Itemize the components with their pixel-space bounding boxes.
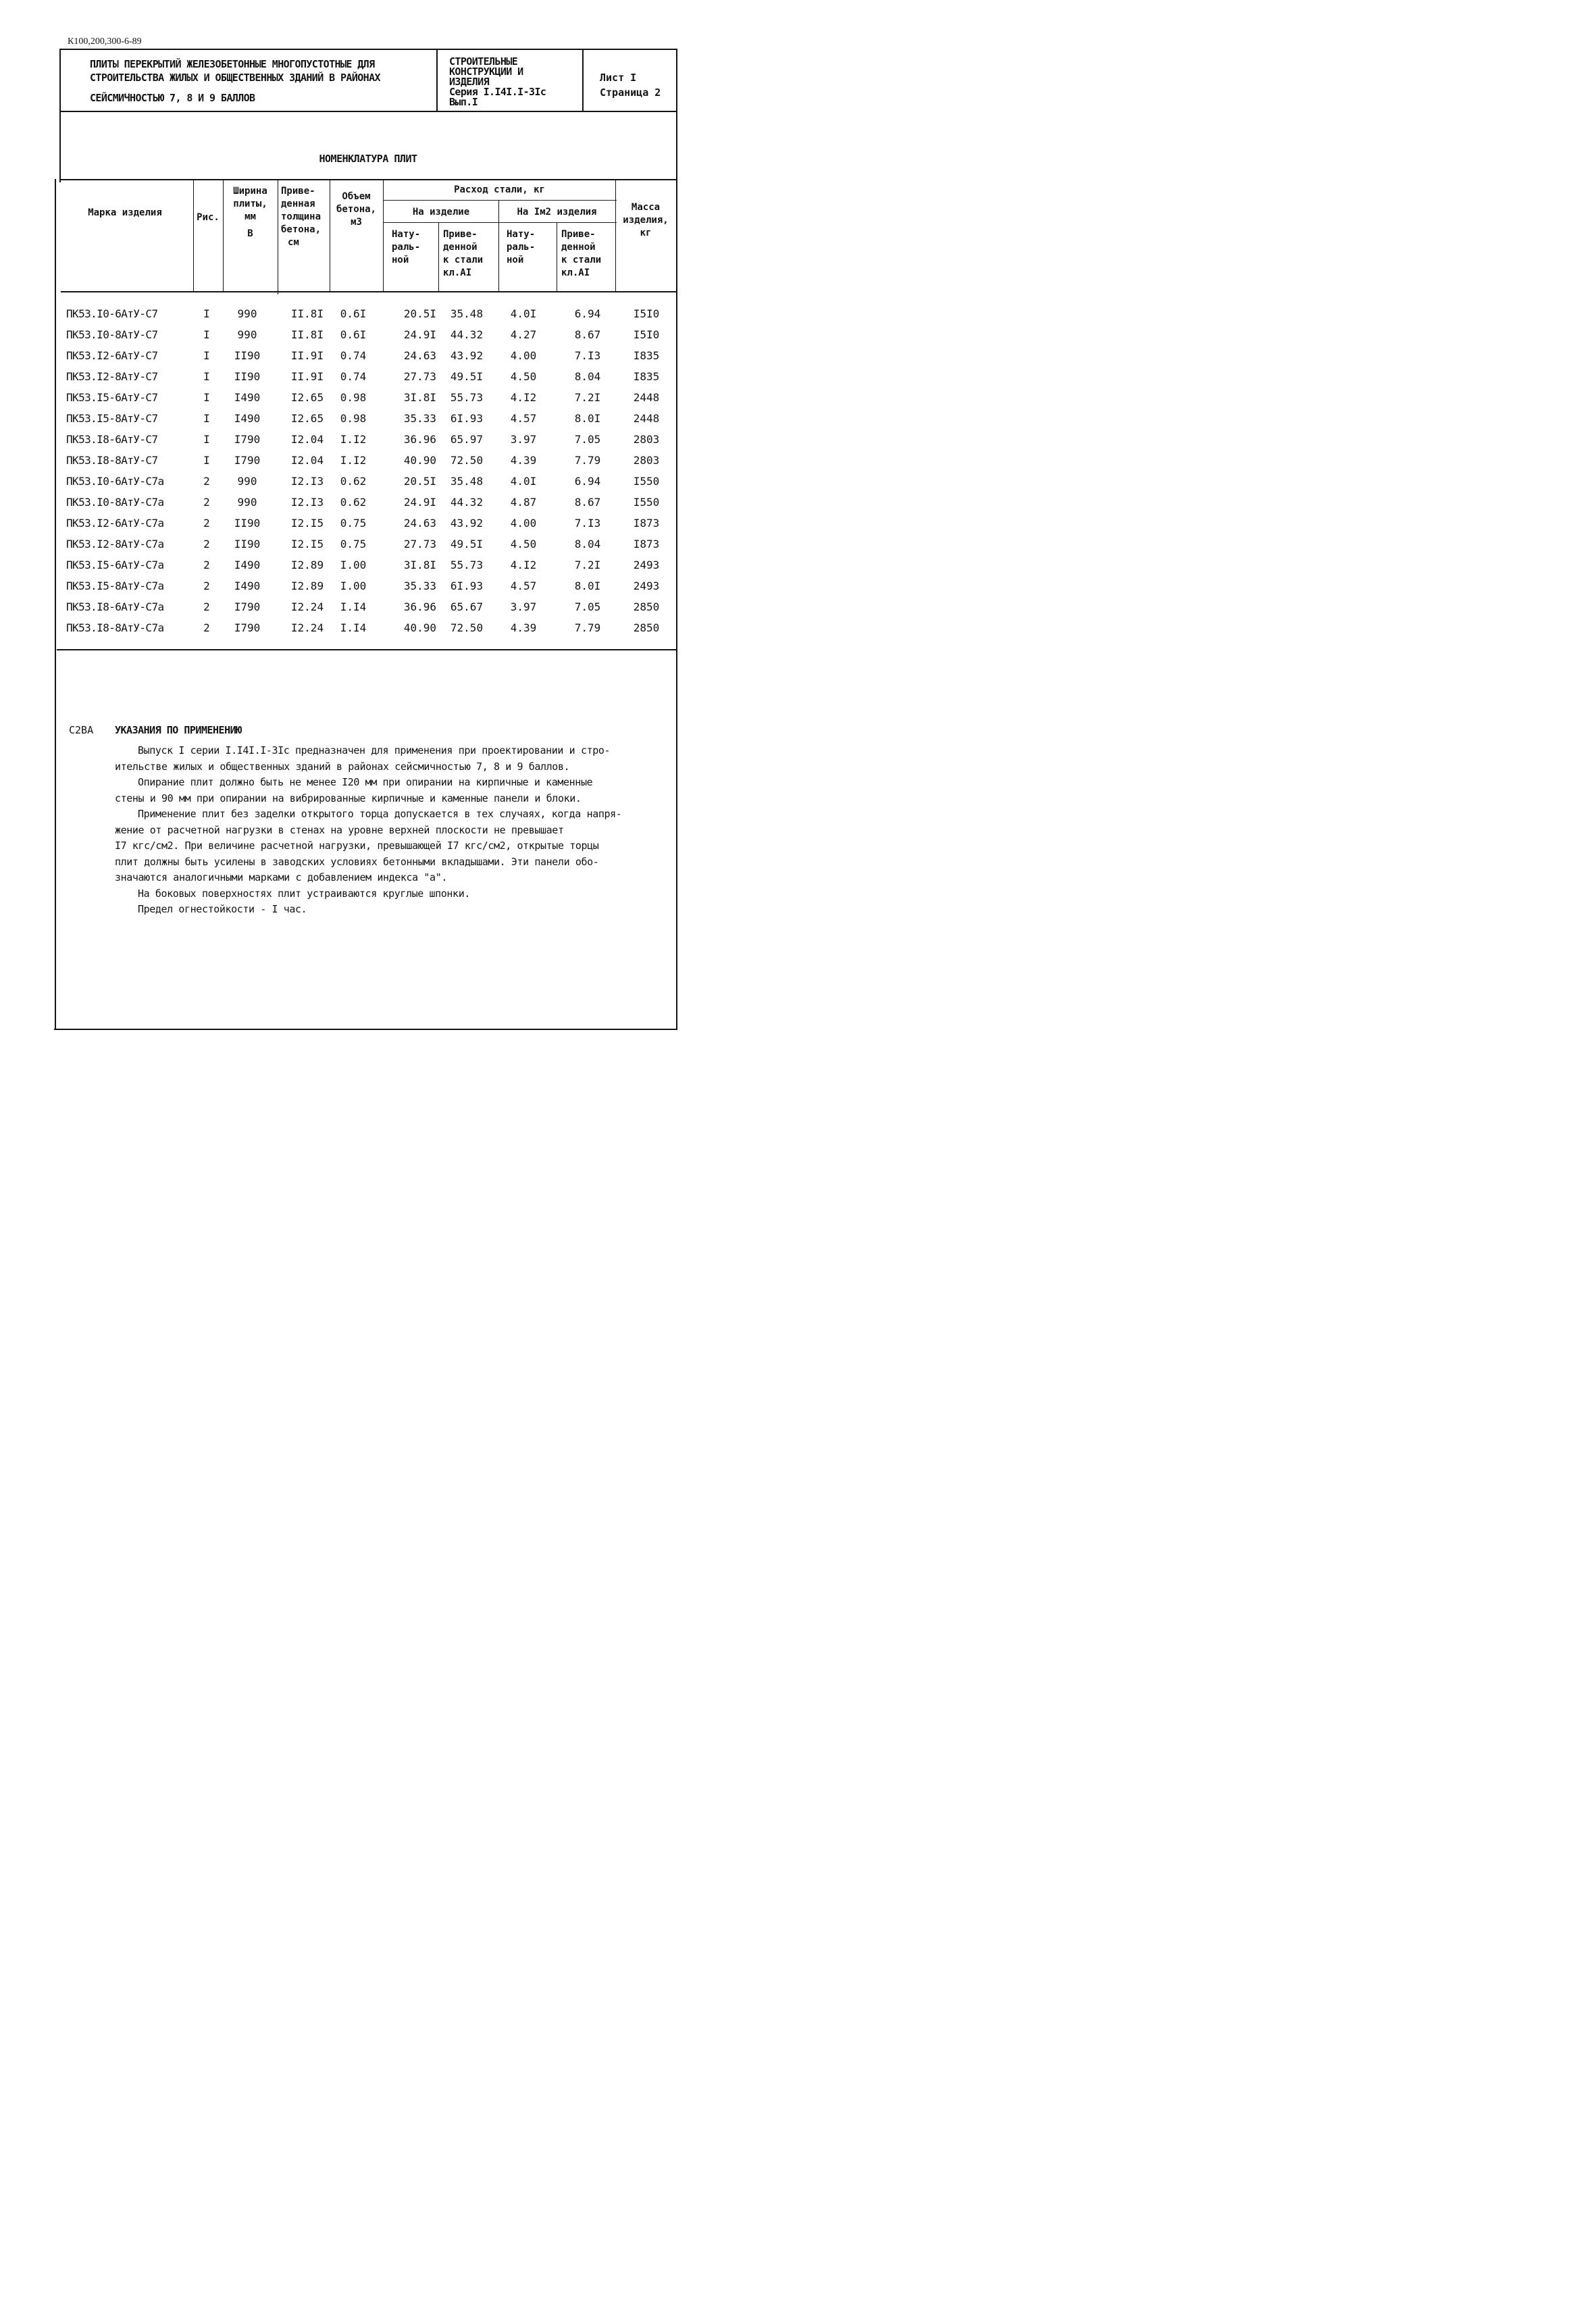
cell-fig: 2 — [203, 517, 210, 530]
text-line: Применение плит без заделки открытого торца допускается в тех случаях, когда напря- — [138, 808, 622, 820]
cell-thickness: I2.I5 — [290, 517, 324, 530]
series-block: СТРОИТЕЛЬНЫЕ КОНСТРУКЦИИ И ИЗДЕЛИЯ Серия I.I4I.I-3Iс Вып.I — [449, 55, 546, 108]
cell-thickness: II.8I — [290, 328, 324, 341]
cell-s2: 44.32 — [450, 328, 484, 341]
cell-s3: 4.27 — [510, 328, 537, 341]
cell-width: I490 — [234, 412, 261, 425]
text-line: значаются аналогичными марками с добавлением индекса "а". — [115, 871, 447, 883]
cell-s4: 7.79 — [574, 621, 601, 634]
cell-thickness: I2.24 — [290, 600, 324, 613]
col-header-reduced-item: Приве- денной к стали кл.АI — [443, 229, 484, 278]
cell-s4: 8.67 — [574, 328, 601, 341]
cell-s4: 7.05 — [574, 433, 601, 446]
cell-mass: 2493 — [633, 559, 660, 571]
cell-s4: 7.I3 — [574, 349, 601, 362]
cell-mass: 2803 — [633, 454, 660, 467]
cell-s2: 72.50 — [450, 454, 484, 467]
cell-fig: I — [203, 328, 210, 341]
section-text — [115, 743, 662, 918]
cell-s2: 44.32 — [450, 496, 484, 509]
cell-s3: 3.97 — [510, 600, 537, 613]
cell-s2: 43.92 — [450, 517, 484, 530]
cell-s4: 8.67 — [574, 496, 601, 509]
cell-s1: 20.5I — [403, 307, 436, 320]
cell-mass: I550 — [633, 475, 660, 488]
table-row — [61, 304, 677, 325]
col-header-thickness: Приве- денная толщина бетона, см — [281, 186, 321, 248]
cell-s2: 35.48 — [450, 307, 484, 320]
cell-mark: ПК53.I8-6АтУ-С7 — [66, 433, 158, 446]
cell-s1: 27.73 — [403, 370, 436, 383]
cell-volume: I.I4 — [340, 621, 367, 634]
cell-thickness: I2.I3 — [290, 496, 324, 509]
cell-s4: 7.I3 — [574, 517, 601, 530]
col-header-volume: Объем бетона, м3 — [336, 191, 376, 228]
text-line: жение от расчетной нагрузки в стенах на уровне верхней плоскости не превышает — [115, 823, 564, 836]
cell-mass: I835 — [633, 370, 660, 383]
cell-thickness: I2.I3 — [290, 475, 324, 488]
text-line: ительстве жилых и общественных зданий в районах сейсмичностью 7, 8 и 9 баллов. — [115, 760, 570, 773]
text-line: Выпуск I серии I.I4I.I-3Iс предназначен для применения при проектировании и стро- — [138, 744, 611, 756]
col-header-per-item: На изделие — [412, 207, 470, 217]
cell-width: II90 — [234, 517, 261, 530]
cell-width: I790 — [234, 433, 261, 446]
frame-bottom — [54, 1029, 676, 1030]
cell-s1: 36.96 — [403, 433, 436, 446]
cell-thickness: I2.I5 — [290, 538, 324, 550]
cell-fig: 2 — [203, 621, 210, 634]
text-line: плит должны быть усилены в заводских условиях бетонными вкладышами. Эти панели обо- — [115, 855, 599, 868]
header-divider-1 — [436, 49, 438, 111]
table-row — [61, 430, 677, 451]
cell-fig: 2 — [203, 475, 210, 488]
cell-s1: 36.96 — [403, 600, 436, 613]
cell-s3: 4.I2 — [510, 391, 537, 404]
cell-s2: 49.5I — [450, 538, 484, 550]
cell-width: I490 — [234, 559, 261, 571]
cell-s4: 7.2I — [574, 559, 601, 571]
cell-mark: ПК53.I0-8АтУ-С7а — [66, 496, 164, 509]
steel-subgroup-rule — [384, 222, 617, 223]
cell-fig: I — [203, 307, 210, 320]
cell-s2: 55.73 — [450, 559, 484, 571]
cell-s4: 8.0I — [574, 580, 601, 592]
header-bottom-rule — [59, 111, 677, 112]
table-row — [61, 451, 677, 471]
cell-fig: 2 — [203, 538, 210, 550]
cell-mark: ПК53.I8-8АтУ-С7 — [66, 454, 158, 467]
cell-volume: I.I2 — [340, 433, 367, 446]
section-code: С2ВА — [69, 724, 94, 736]
cell-width: 990 — [237, 328, 257, 341]
cell-s3: 4.00 — [510, 349, 537, 362]
cell-s3: 4.39 — [510, 454, 537, 467]
cell-width: 990 — [237, 307, 257, 320]
cell-volume: 0.98 — [340, 412, 367, 425]
cell-volume: I.00 — [340, 580, 367, 592]
cell-s4: 7.79 — [574, 454, 601, 467]
cell-s2: 6I.93 — [450, 412, 484, 425]
cell-mark: ПК53.I5-6АтУ-С7а — [66, 559, 164, 571]
cell-mark: ПК53.I2-6АтУ-С7а — [66, 517, 164, 530]
cell-mark: ПК53.I0-6АтУ-С7 — [66, 307, 158, 320]
cell-thickness: I2.04 — [290, 454, 324, 467]
cell-mark: ПК53.I0-8АтУ-С7 — [66, 328, 158, 341]
cell-fig: 2 — [203, 559, 210, 571]
table-row — [61, 325, 677, 346]
cell-mass: I873 — [633, 538, 660, 550]
col-header-steel: Расход стали, кг — [454, 184, 545, 195]
cell-mass: 2850 — [633, 621, 660, 634]
cell-volume: 0.75 — [340, 538, 367, 550]
cell-s1: 35.33 — [403, 412, 436, 425]
nomenclature-title: НОМЕНКЛАТУРА ПЛИТ — [319, 153, 417, 165]
cell-width: II90 — [234, 349, 261, 362]
cell-width: II90 — [234, 370, 261, 383]
cell-mass: 2803 — [633, 433, 660, 446]
col-header-natural-item: Нату- раль- ной — [392, 229, 421, 265]
cell-s1: 20.5I — [403, 475, 436, 488]
cell-mark: ПК53.I2-6АтУ-С7 — [66, 349, 158, 362]
cell-volume: 0.74 — [340, 349, 367, 362]
cell-width: I490 — [234, 580, 261, 592]
frame-top — [59, 49, 677, 50]
cell-volume: I.00 — [340, 559, 367, 571]
cell-s1: 3I.8I — [403, 391, 436, 404]
cell-mark: ПК53.I0-6АтУ-С7а — [66, 475, 164, 488]
section-title: УКАЗАНИЯ ПО ПРИМЕНЕНИЮ — [115, 724, 242, 736]
cell-s1: 3I.8I — [403, 559, 436, 571]
col-header-natural-m2: Нату- раль- ной — [507, 229, 536, 265]
cell-mass: I5I0 — [633, 328, 660, 341]
col-rule-6 — [438, 222, 439, 292]
cell-mark: ПК53.I5-8АтУ-С7а — [66, 580, 164, 592]
table-row — [61, 492, 677, 513]
col-header-per-m2: На Iм2 изделия — [517, 207, 597, 217]
text-line: I7 кгс/см2. При величине расчетной нагрузки, превышающей I7 кгс/см2, открытые торцы — [115, 840, 599, 852]
cell-s3: 4.I2 — [510, 559, 537, 571]
cell-s2: 49.5I — [450, 370, 484, 383]
cell-thickness: I2.24 — [290, 621, 324, 634]
cell-s1: 24.63 — [403, 517, 436, 530]
cell-mass: I873 — [633, 517, 660, 530]
cell-s3: 4.57 — [510, 580, 537, 592]
cell-s1: 35.33 — [403, 580, 436, 592]
steel-group-rule — [384, 200, 617, 201]
cell-width: I790 — [234, 600, 261, 613]
cell-width: 990 — [237, 496, 257, 509]
cell-s3: 4.50 — [510, 370, 537, 383]
text-line: стены и 90 мм при опирании на вибрированные кирпичные и каменные панели и блоки. — [115, 792, 582, 804]
cell-s3: 4.57 — [510, 412, 537, 425]
cell-s4: 8.04 — [574, 538, 601, 550]
cell-volume: 0.6I — [340, 307, 367, 320]
cell-volume: 0.74 — [340, 370, 367, 383]
cell-s3: 4.50 — [510, 538, 537, 550]
cell-volume: 0.62 — [340, 475, 367, 488]
cell-width: I790 — [234, 621, 261, 634]
cell-thickness: I2.89 — [290, 580, 324, 592]
cell-fig: I — [203, 349, 210, 362]
table-row — [61, 346, 677, 367]
cell-fig: I — [203, 454, 210, 467]
cell-thickness: I2.65 — [290, 412, 324, 425]
cell-fig: 2 — [203, 496, 210, 509]
col-header-reduced-m2: Приве- денной к стали кл.АI — [561, 229, 602, 278]
cell-s1: 24.9I — [403, 496, 436, 509]
table-bottom-rule — [57, 649, 677, 650]
cell-s2: 65.97 — [450, 433, 484, 446]
nomenclature-table-body — [61, 304, 677, 639]
col-header-width: Ширина плиты, мм В — [233, 186, 267, 239]
col-header-mass: Масса изделия, кг — [623, 202, 669, 238]
cell-mass: I550 — [633, 496, 660, 509]
cell-mass: I835 — [633, 349, 660, 362]
cell-s3: 3.97 — [510, 433, 537, 446]
cell-thickness: II.9I — [290, 370, 324, 383]
sheet-page-block — [600, 70, 661, 100]
cell-volume: 0.6I — [340, 328, 367, 341]
sheet-number: Лист I — [600, 72, 637, 84]
col-header-mark: Марка изделия — [88, 207, 162, 218]
cell-s2: 55.73 — [450, 391, 484, 404]
text-line: Опирание плит должно быть не менее I20 мм при опирании на кирпичные и каменные — [138, 776, 593, 788]
frame-left-lower — [55, 179, 56, 1030]
cell-mark: ПК53.I2-8АтУ-С7 — [66, 370, 158, 383]
cell-s1: 40.90 — [403, 454, 436, 467]
table-row — [61, 388, 677, 409]
cell-mass: 2448 — [633, 412, 660, 425]
col-rule-1 — [193, 179, 194, 292]
cell-s3: 4.0I — [510, 307, 537, 320]
cell-fig: 2 — [203, 580, 210, 592]
cell-s3: 4.00 — [510, 517, 537, 530]
cell-volume: 0.98 — [340, 391, 367, 404]
table-row — [61, 513, 677, 534]
cell-thickness: II.8I — [290, 307, 324, 320]
cell-s1: 40.90 — [403, 621, 436, 634]
cell-mark: ПК53.I5-6АтУ-С7 — [66, 391, 158, 404]
cell-s4: 6.94 — [574, 307, 601, 320]
cell-mark: ПК53.I8-6АтУ-С7а — [66, 600, 164, 613]
cell-mark: ПК53.I5-8АтУ-С7 — [66, 412, 158, 425]
cell-fig: I — [203, 370, 210, 383]
cell-volume: I.I4 — [340, 600, 367, 613]
text-line: Предел огнестойкости - I час. — [138, 903, 307, 915]
cell-fig: I — [203, 433, 210, 446]
cell-width: I490 — [234, 391, 261, 404]
table-top-rule — [61, 179, 677, 180]
cell-mark: ПК53.I2-8АтУ-С7а — [66, 538, 164, 550]
cell-s1: 24.9I — [403, 328, 436, 341]
cell-s2: 35.48 — [450, 475, 484, 488]
table-row — [61, 597, 677, 618]
cell-fig: I — [203, 391, 210, 404]
cell-volume: I.I2 — [340, 454, 367, 467]
cell-mark: ПК53.I8-8АтУ-С7а — [66, 621, 164, 634]
document-code: К100,200,300-6-89 — [68, 36, 142, 47]
cell-mass: 2850 — [633, 600, 660, 613]
cell-s3: 4.39 — [510, 621, 537, 634]
cell-thickness: II.9I — [290, 349, 324, 362]
text-line: На боковых поверхностях плит устраиваются круглые шпонки. — [138, 887, 470, 900]
table-row — [61, 471, 677, 492]
table-head-bottom-rule — [61, 291, 677, 292]
cell-s2: 65.67 — [450, 600, 484, 613]
cell-thickness: I2.04 — [290, 433, 324, 446]
cell-s4: 7.2I — [574, 391, 601, 404]
cell-s2: 6I.93 — [450, 580, 484, 592]
cell-mass: I5I0 — [633, 307, 660, 320]
cell-s3: 4.87 — [510, 496, 537, 509]
cell-width: 990 — [237, 475, 257, 488]
table-row — [61, 409, 677, 430]
cell-s3: 4.0I — [510, 475, 537, 488]
table-row — [61, 367, 677, 388]
page-number: Страница 2 — [600, 86, 661, 99]
cell-volume: 0.75 — [340, 517, 367, 530]
cell-s1: 27.73 — [403, 538, 436, 550]
cell-thickness: I2.89 — [290, 559, 324, 571]
cell-s4: 8.04 — [574, 370, 601, 383]
document-title: ПЛИТЫ ПЕРЕКРЫТИЙ ЖЕЛЕЗОБЕТОННЫЕ МНОГОПУСТОТНЫЕ ДЛЯ СТРОИТЕЛЬСТВА ЖИЛЫХ И ОБЩЕСТВЕННЫХ ЗДАНИЙ В РАЙОНАХ СЕЙСМИЧНОСТЬЮ 7, 8 И 9 БАЛЛОВ — [90, 58, 380, 104]
cell-s2: 72.50 — [450, 621, 484, 634]
table-row — [61, 534, 677, 555]
table-row — [61, 618, 677, 639]
table-row — [61, 576, 677, 597]
cell-s2: 43.92 — [450, 349, 484, 362]
cell-thickness: I2.65 — [290, 391, 324, 404]
cell-width: II90 — [234, 538, 261, 550]
cell-fig: I — [203, 412, 210, 425]
col-header-fig: Рис. — [197, 212, 220, 223]
cell-s4: 8.0I — [574, 412, 601, 425]
cell-volume: 0.62 — [340, 496, 367, 509]
cell-s4: 6.94 — [574, 475, 601, 488]
cell-s4: 7.05 — [574, 600, 601, 613]
cell-fig: 2 — [203, 600, 210, 613]
cell-mass: 2448 — [633, 391, 660, 404]
table-row — [61, 555, 677, 576]
cell-mass: 2493 — [633, 580, 660, 592]
cell-s1: 24.63 — [403, 349, 436, 362]
cell-width: I790 — [234, 454, 261, 467]
